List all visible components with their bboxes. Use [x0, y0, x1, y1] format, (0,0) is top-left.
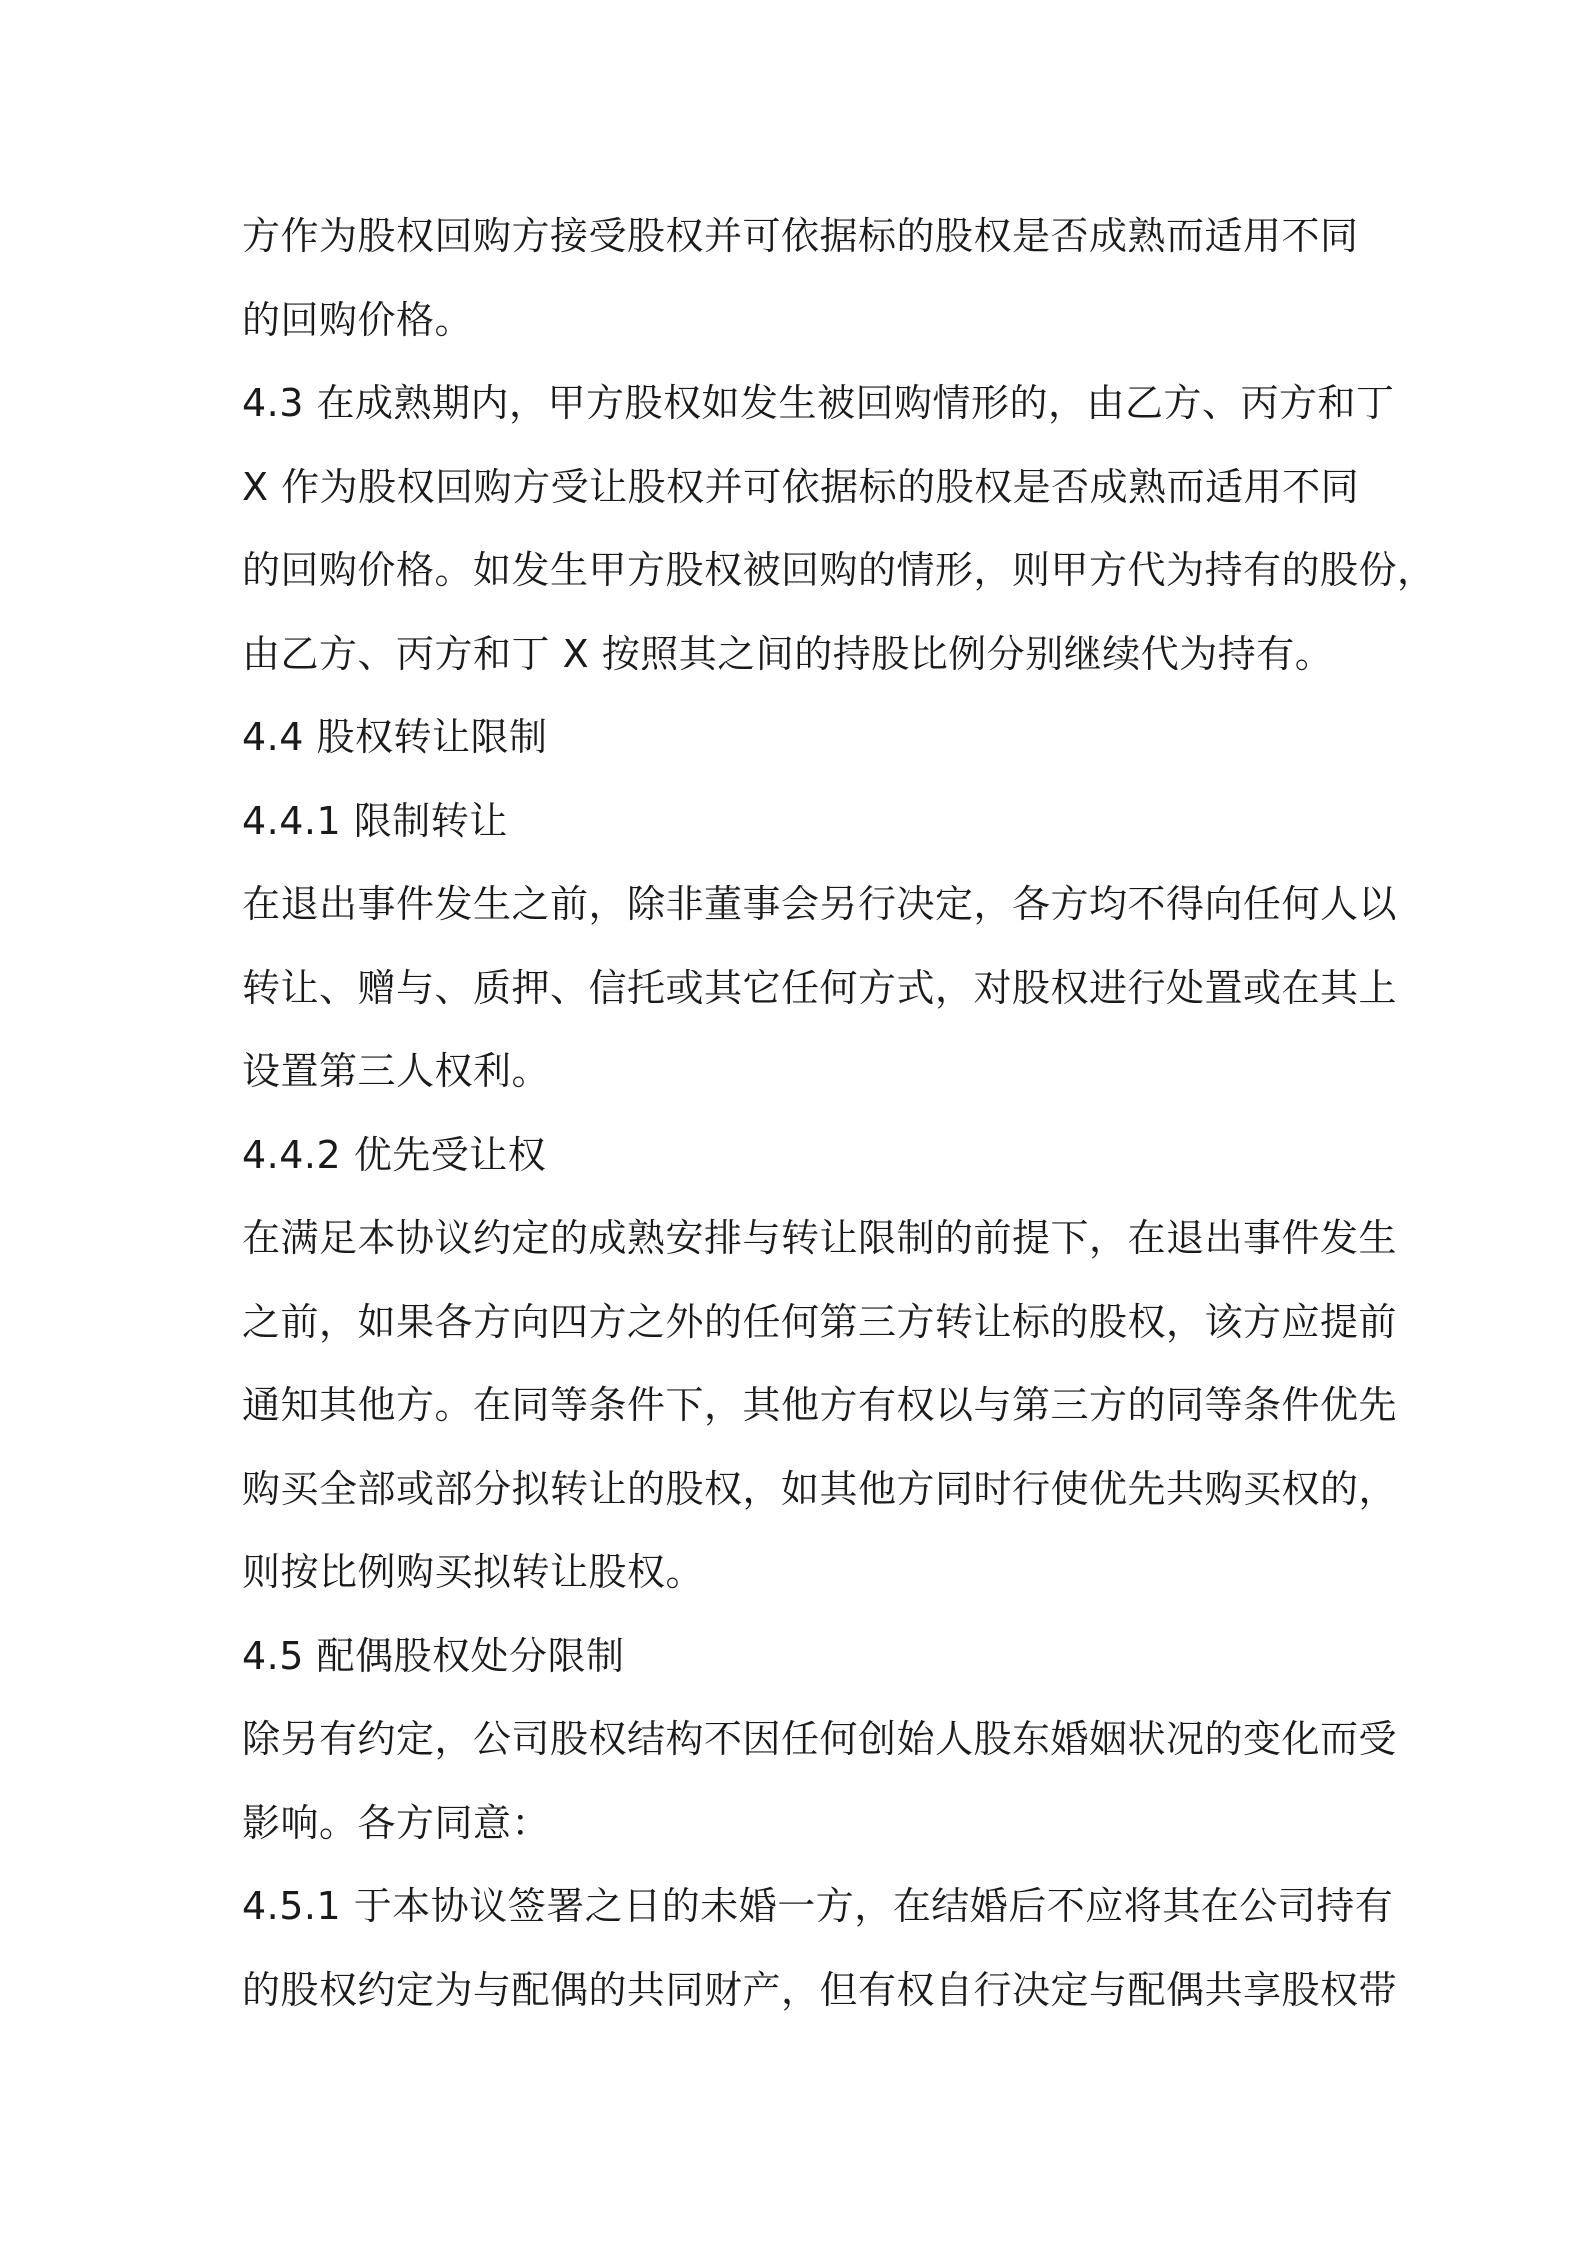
text-line: 的回购价格。如发生甲方股权被回购的情形，则甲方代为持有的股份，	[242, 548, 1436, 592]
text-line: 4.5.1 于本协议签署之日的未婚一方，在结婚后不应将其在公司持有	[242, 1884, 1394, 1928]
text-line: 购买全部或部分拟转让的股权，如其他方同时行使优先共购买权的，	[242, 1466, 1398, 1511]
text-line: 设置第三人权利。	[242, 1049, 551, 1093]
text-line: 则按比例购买拟转让股权。	[242, 1550, 705, 1594]
text-line: 在满足本协议约定的成熟安排与转让限制的前提下，在退出事件发生	[242, 1216, 1398, 1260]
text-line: 4.3 在成熟期内，甲方股权如发生被回购情形的，由乙方、丙方和丁	[242, 381, 1395, 425]
text-line: 在退出事件发生之前，除非董事会另行决定，各方均不得向任何人以	[242, 882, 1398, 926]
text-line: 转让、赠与、质押、信托或其它任何方式，对股权进行处置或在其上	[242, 965, 1398, 1010]
text-line: X 作为股权回购方受让股权并可依据标的股权是否成熟而适用不同	[242, 464, 1360, 509]
section-heading: 4.5 配偶股权处分限制	[242, 1633, 625, 1678]
text-line: 除另有约定，公司股权结构不因任何创始人股东婚姻状况的变化而受	[242, 1717, 1398, 1761]
text-line: 通知其他方。在同等条件下，其他方有权以与第三方的同等条件优先	[242, 1383, 1398, 1427]
text-line: 的股权约定为与配偶的共同财产，但有权自行决定与配偶共享股权带	[242, 1967, 1398, 2012]
text-line: 方作为股权回购方接受股权并可依据标的股权是否成熟而适用不同	[242, 214, 1359, 258]
document-body	[242, 195, 1436, 2032]
section-heading: 4.4 股权转让限制	[242, 715, 548, 759]
text-line: 之前，如果各方向四方之外的任何第三方转让标的股权，该方应提前	[242, 1299, 1398, 1344]
text-line: 影响。各方同意：	[242, 1800, 551, 1845]
subsection-heading: 4.4.1 限制转让	[242, 798, 508, 843]
subsection-heading: 4.4.2 优先受让权	[242, 1132, 547, 1177]
text-line: 由乙方、丙方和丁 X 按照其之间的持股比例分别继续代为持有。	[242, 631, 1334, 676]
text-line: 的回购价格。	[242, 297, 474, 342]
